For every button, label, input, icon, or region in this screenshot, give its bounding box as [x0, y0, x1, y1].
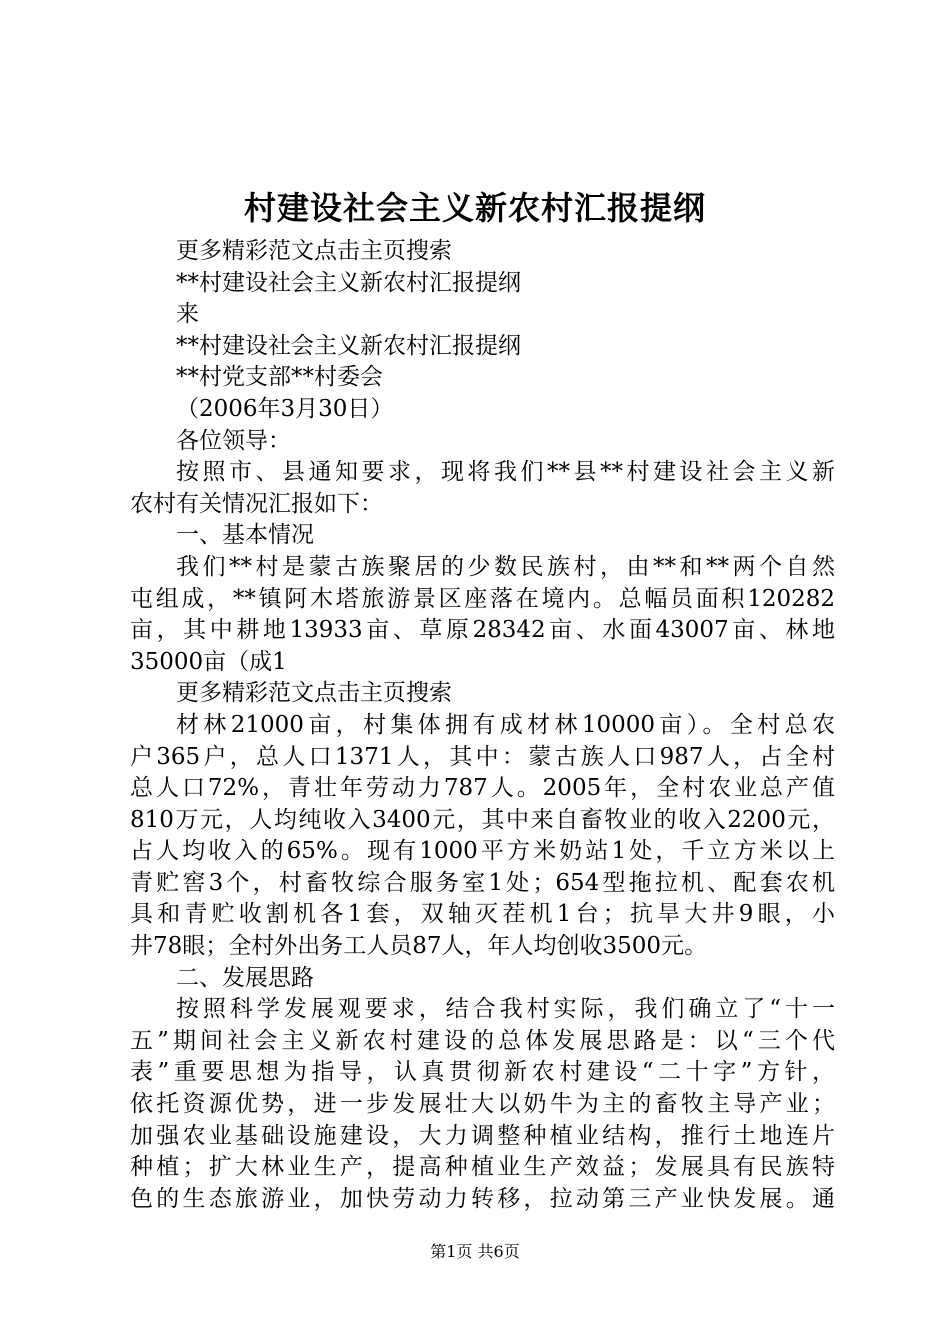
body-line: 占人均收入的65%。现有1000平方米奶站1处，千立方米以上 — [130, 838, 835, 865]
body-line: **村党支部**村委会 — [176, 364, 383, 391]
body-line: （2006年3月30日） — [176, 395, 394, 422]
body-line: 35000亩（成1 — [130, 648, 287, 675]
body-line: 810万元，人均纯收入3400元，其中来自畜牧业的收入2200元， — [130, 806, 835, 833]
body-line: 农村有关情况汇报如下： — [130, 490, 383, 517]
body-line: 户365户，总人口1371人，其中：蒙古族人口987人，占全村 — [130, 743, 835, 770]
body-line: 依托资源优势，进一步发展壮大以奶牛为主的畜牧主导产业； — [130, 1091, 835, 1118]
body-line: 更多精彩范文点击主页搜索 — [176, 680, 452, 707]
body-line: 具和青贮收割机各1套，双轴灭茬机1台；抗旱大井9眼，小 — [130, 901, 835, 928]
body-line: 屯组成，**镇阿木塔旅游景区座落在境内。总幅员面积120282 — [130, 585, 835, 612]
body-line: 各位领导： — [176, 427, 291, 454]
body-line: **村建设社会主义新农村汇报提纲 — [176, 332, 521, 359]
body-line: 按照市、县通知要求，现将我们**县**村建设社会主义新 — [176, 459, 835, 486]
body-line: 亩，其中耕地13933亩、草原28342亩、水面43007亩、林地 — [130, 617, 835, 644]
body-line: 材林21000亩，村集体拥有成材林10000亩）。全村总农 — [176, 711, 835, 738]
body-line: 种植；扩大林业生产，提高种植业生产效益；发展具有民族特 — [130, 1154, 835, 1181]
body-line: 表”重要思想为指导，认真贯彻新农村建设“二十字”方针， — [130, 1059, 835, 1086]
body-line: 五”期间社会主义新农村建设的总体发展思路是：以“三个代 — [130, 1027, 835, 1054]
body-line: 井78眼；全村外出务工人员87人，年人均创收3500元。 — [130, 933, 708, 960]
body-line: 青贮窖3个，村畜牧综合服务室1处；654型拖拉机、配套农机 — [130, 869, 835, 896]
body-line: 按照科学发展观要求，结合我村实际，我们确立了“十一 — [176, 996, 835, 1023]
document-body — [130, 236, 835, 1215]
body-line: 更多精彩范文点击主页搜索 — [176, 238, 452, 264]
body-line: 来 — [176, 301, 199, 328]
body-line: 加强农业基础设施建设，大力调整种植业结构，推行土地连片 — [130, 1122, 835, 1149]
body-line: 我们**村是蒙古族聚居的少数民族村，由**和**两个自然 — [176, 553, 835, 580]
body-line: 色的生态旅游业，加快劳动力转移，拉动第三产业快发展。通 — [130, 1185, 835, 1212]
document-title: 村建设社会主义新农村汇报提纲 — [243, 189, 706, 227]
page-footer: 第1页 共6页 — [430, 1242, 520, 1261]
body-line: 一、基本情况 — [176, 522, 314, 549]
body-line: **村建设社会主义新农村汇报提纲 — [176, 269, 521, 296]
body-line: 总人口72%，青壮年劳动力787人。2005年，全村农业总产值 — [130, 775, 835, 802]
body-line: 二、发展思路 — [176, 964, 314, 991]
